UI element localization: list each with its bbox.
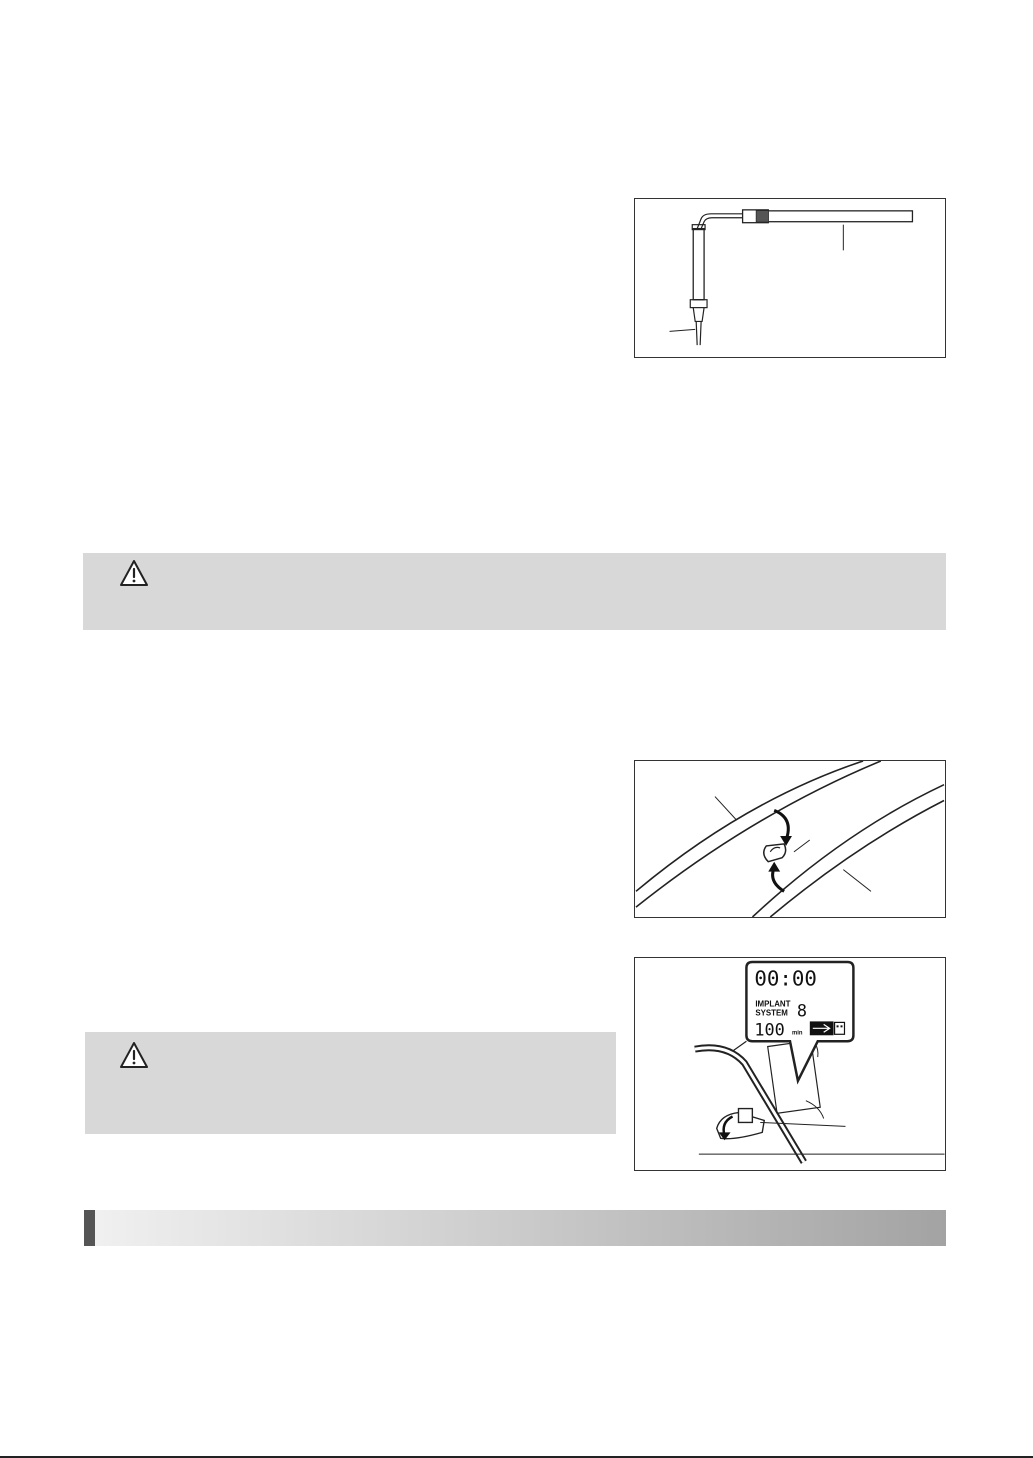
warning-triangle-icon — [119, 559, 149, 587]
display-system-number: 8 — [796, 1000, 808, 1021]
caution-box-1 — [83, 553, 946, 630]
usb-display-illustration — [635, 958, 945, 1170]
display-label-system: SYSTEM — [755, 1008, 788, 1018]
display-label-implant: IMPLANT — [755, 999, 791, 1009]
handpiece-tube-illustration — [635, 199, 945, 357]
figure-tube-clip — [634, 760, 946, 918]
figure-usb-display — [634, 957, 946, 1171]
section-heading-marker — [84, 1210, 95, 1246]
display-speed-value: 100 — [754, 1019, 785, 1040]
section-heading-bar — [84, 1210, 946, 1246]
tube-clip-illustration — [635, 761, 945, 917]
caution-box-2 — [85, 1032, 616, 1134]
figure-handpiece-tube — [634, 198, 946, 358]
display-speed-unit: min — [791, 1030, 803, 1037]
display-timer: 00:00 — [754, 966, 817, 991]
warning-triangle-icon — [119, 1041, 149, 1069]
